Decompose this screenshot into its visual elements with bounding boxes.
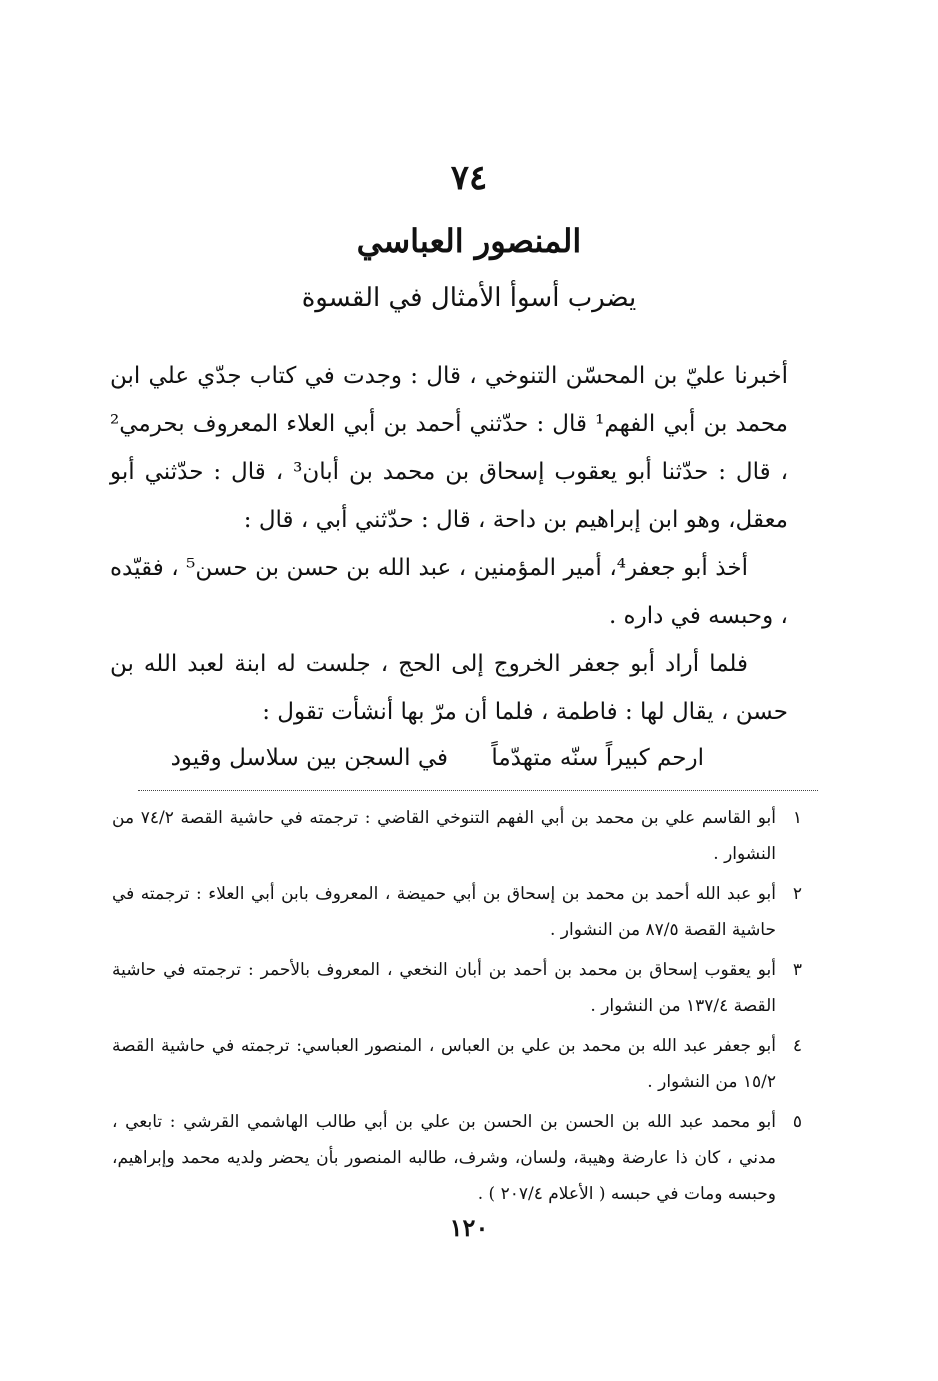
paragraph: أخذ أبو جعفر⁴، أمير المؤمنين ، عبد الله بن حسن بن حسن⁵ ، فقيّده ، وحبسه في داره . (110, 555, 788, 629)
footnote-item (112, 1028, 802, 1100)
verse-hemistich-first: ارحم كبيراً سنّه متهدّماً (491, 745, 704, 771)
footnote-number: ٣ (792, 960, 802, 980)
paragraph: فلما أراد أبو جعفر الخروج إلى الحج ، جلست له ابنة لعبد الله بن حسن ، يقال لها : فاطمة ، فلما أن مرّ بها أنشأت تقول : (110, 651, 788, 725)
footnote-text: أبو يعقوب إسحاق بن محمد بن أحمد بن أبان النخعي ، المعروف بالأحمر : ترجمته في حاشية القصة ١٣٧/٤ من النشوار . (112, 960, 776, 1016)
footnote-text: أبو جعفر عبد الله بن محمد بن علي بن العباس ، المنصور العباسي: ترجمته في حاشية القصة ١٥/٢ من النشوار . (112, 1036, 776, 1092)
paragraph: أخبرنا عليّ بن المحسّن التنوخي ، قال : وجدت في كتاب جدّي علي ابن محمد بن أبي الفهم¹ قال : حدّثني أحمد بن أبي العلاء المعروف بحرمي² ، قال : حدّثنا أبو يعقوب إسحاق بن محمد بن أبان³ ، قال : حدّثني أبو معقل، وهو ابن إبراهيم بن داحة ، قال : حدّثني أبي ، قال : (110, 363, 788, 533)
footnote-item (112, 800, 802, 872)
footnote-item (112, 876, 802, 948)
body-text (110, 352, 788, 736)
footnote-text: أبو محمد عبد الله بن الحسن بن الحسن بن علي بن أبي طالب الهاشمي القرشي : تابعي ، مدني ، كان ذا عارضة وهيبة، ولسان، وشرف، طالبه المنصور بأن يحضر ولديه محمد وإبراهيم، وحبسه ومات في حبسه ( الأعلام ٢٠٧/٤ ) . (112, 1112, 776, 1204)
footnotes (112, 800, 802, 1216)
footnote-divider (138, 790, 818, 791)
footnote-number: ٤ (792, 1036, 802, 1056)
story-subtitle: يضرب أسوأ الأمثال في القسوة (301, 283, 637, 313)
footnote-text: أبو القاسم علي بن محمد بن أبي الفهم التنوخي القاضي : ترجمته في حاشية القصة ٧٤/٢ من النشوار . (112, 808, 777, 864)
story-number: ٧٤ (450, 158, 488, 198)
footnote-item (112, 952, 802, 1024)
footnote-text: أبو عبد الله أحمد بن محمد بن إسحاق بن أبي حميضة ، المعروف بابن أبي العلاء : ترجمته في حاشية القصة ٨٧/٥ من النشوار . (112, 884, 776, 940)
footnote-number: ١ (792, 808, 802, 828)
footnote-item (112, 1104, 802, 1212)
footnote-number: ٢ (792, 884, 802, 904)
story-title: المنصور العباسي (356, 222, 582, 260)
footnote-number: ٥ (792, 1112, 802, 1132)
verse-hemistich-second: في السجن بين سلاسل وقيود (170, 745, 448, 771)
page-number: ١٢٠ (449, 1213, 489, 1242)
